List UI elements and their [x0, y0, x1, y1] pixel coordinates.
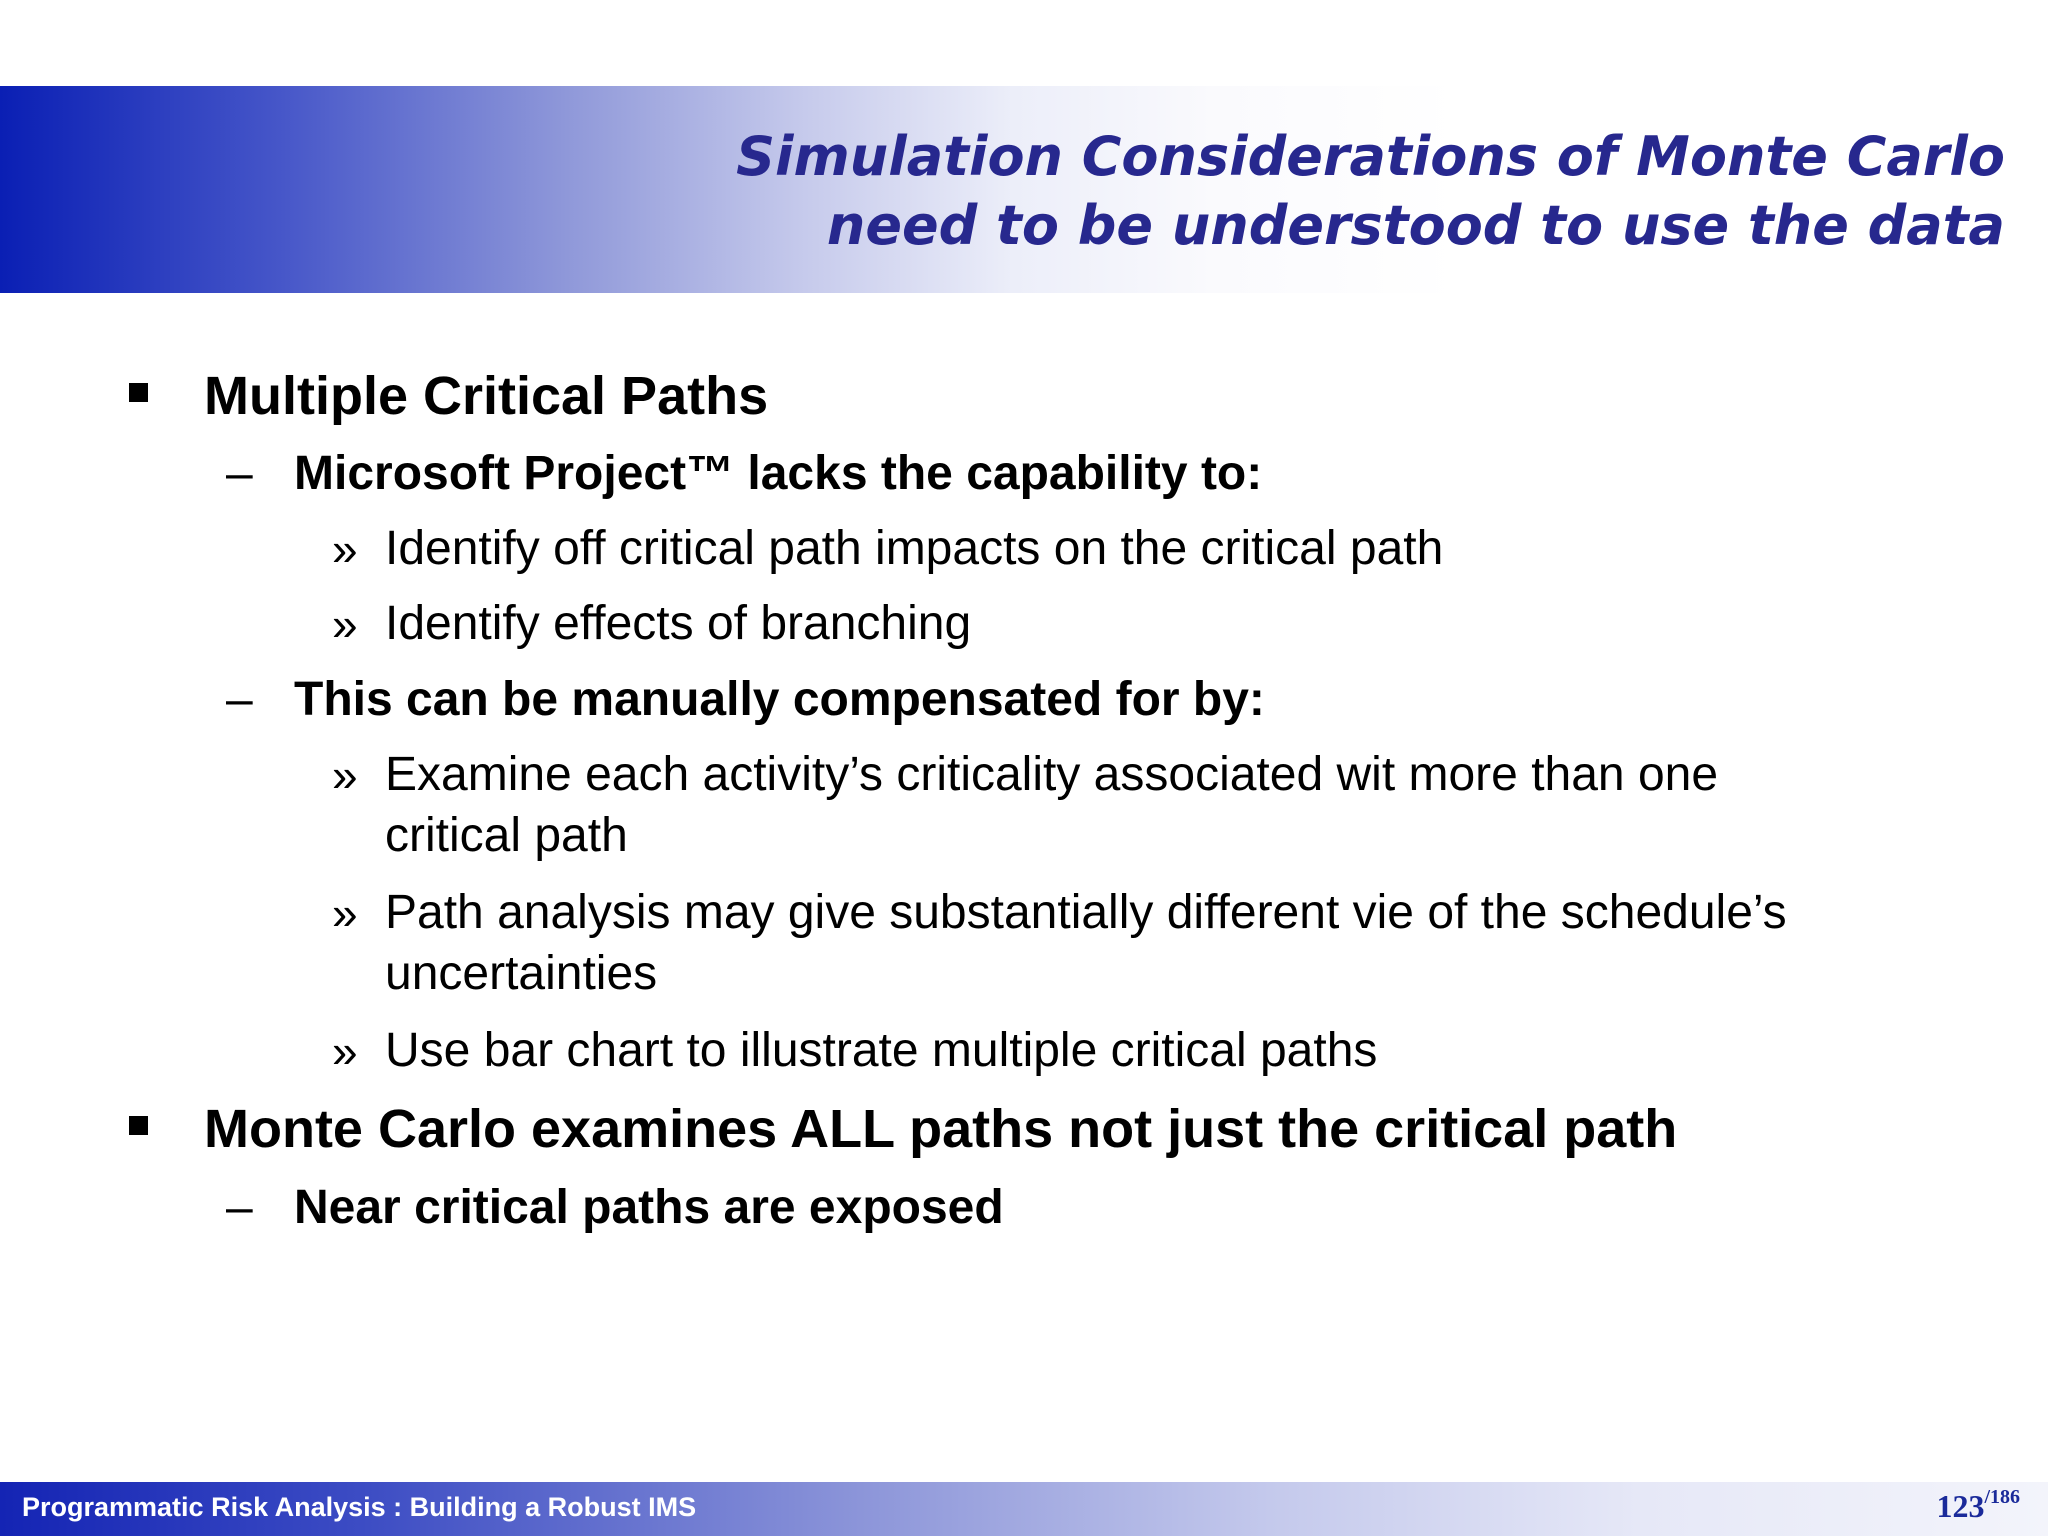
- item-path-analysis: Path analysis may give substantially different vie of the schedule’s: [385, 886, 1787, 939]
- item-examine-criticality-cont: critical path: [385, 809, 628, 862]
- slide-title-line-1: Simulation Considerations of Monte Carlo: [736, 125, 2005, 188]
- item-identify-off-critical: Identify off critical path impacts on the critical path: [385, 522, 1444, 575]
- raquo-bullet: »: [332, 598, 358, 650]
- dash-bullet: –: [226, 1181, 253, 1234]
- footer-title: Programmatic Risk Analysis : Building a Robust IMS: [22, 1492, 697, 1522]
- item-examine-criticality: Examine each activity’s criticality associated wit more than one: [385, 748, 1719, 801]
- dash-bullet: –: [226, 447, 253, 500]
- raquo-bullet: »: [332, 749, 358, 801]
- square-bullet-icon: [129, 1116, 148, 1135]
- dash-bullet: –: [226, 673, 253, 726]
- raquo-bullet: »: [332, 887, 358, 939]
- sub-bullet-near-critical: Near critical paths are exposed: [294, 1181, 1004, 1234]
- item-path-analysis-cont: uncertainties: [385, 947, 658, 1000]
- raquo-bullet: »: [332, 1025, 358, 1077]
- bullet-monte-carlo: Monte Carlo examines ALL paths not just the critical path: [204, 1099, 1678, 1159]
- page-current: 123: [1936, 1488, 1985, 1524]
- bullet-multiple-critical-paths: Multiple Critical Paths: [204, 366, 769, 426]
- sub-bullet-manual-compensation: This can be manually compensated for by:: [294, 673, 1265, 726]
- item-identify-branching: Identify effects of branching: [385, 597, 972, 650]
- page-number: [1936, 1486, 2020, 1525]
- raquo-bullet: »: [332, 523, 358, 575]
- square-bullet-icon: [129, 383, 148, 402]
- footer-band: [0, 1482, 2048, 1536]
- page-total: /186: [1984, 1486, 2020, 1508]
- slide-title-line-2: need to be understood to use the data: [826, 194, 2005, 257]
- item-bar-chart: Use bar chart to illustrate multiple critical paths: [385, 1024, 1378, 1077]
- sub-bullet-ms-project: Microsoft Project™ lacks the capability to:: [294, 447, 1263, 500]
